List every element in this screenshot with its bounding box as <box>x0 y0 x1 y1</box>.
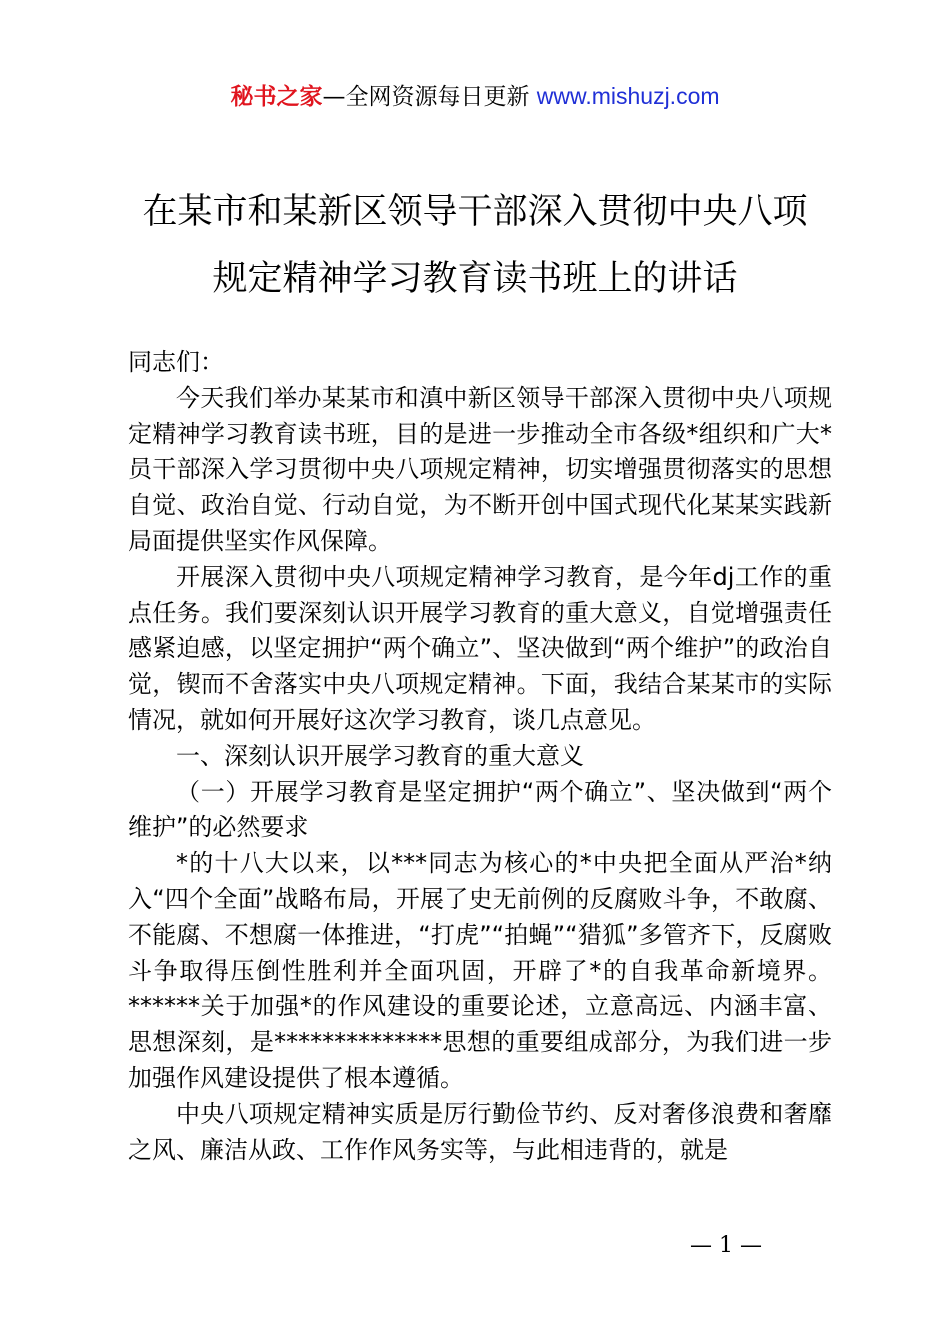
body-paragraph: 中央八项规定精神实质是厉行勤俭节约、反对奢侈浪费和奢靡之风、廉洁从政、工作作风务实等，与此相违背的，就是 <box>128 1099 832 1164</box>
body-paragraph: *的十八大以来，以***同志为核心的*中央把全面从严治*纳入“四个全面”战略布局，开展了史无前例的反腐败斗争，不敢腐、不能腐、不想腐一体推进，“打虎”“拍蝇”“猎狐”多管齐下，反腐败斗争取得压倒性胜利并全面巩固，开辟了*的自我革命新境界。******关于加强*的作风建设的重要论述，立意高远、内涵丰富、思想深刻，是**************思想的重要组成部分，为我们进一步加强作风建设提供了根本遵循。 <box>128 849 832 1092</box>
document-title-line-2: 规定精神学习教育读书班上的讲话 <box>212 259 738 299</box>
page-number: — 1 — <box>690 1233 762 1258</box>
body-paragraph: 今天我们举办某某市和滇中新区领导干部深入贯彻中央八项规定精神学习教育读书班，目的是进一步推动全市各级*组织和广大*员干部深入学习贯彻中央八项规定精神，切实增强贯彻落实的思想自觉、政治自觉、行动自觉，为不断开创中国式现代化某某实践新局面提供坚实作风保障。 <box>128 383 832 555</box>
document-body <box>128 345 832 1168</box>
site-brand: 秘书之家 <box>230 84 323 110</box>
document-title-line-1: 在某市和某新区领导干部深入贯彻中央八项 <box>142 192 808 232</box>
site-url[interactable]: www.mishuzj.com <box>536 83 720 109</box>
section-heading: 一、深刻认识开展学习教育的重大意义 <box>176 741 584 770</box>
body-paragraph: 开展深入贯彻中央八项规定精神学习教育，是今年dj工作的重点任务。我们要深刻认识开展学习教育的重大意义，自觉增强责任感紧迫感，以坚定拥护“两个确立”、坚决做到“两个维护”的政治自觉，锲而不舍落实中央八项规定精神。下面，我结合某某市的实际情况，就如何开展好这次学习教育，谈几点意见。 <box>128 562 832 734</box>
salutation: 同志们： <box>128 348 224 376</box>
subsection-heading: （一）开展学习教育是坚定拥护“两个确立”、坚决做到“两个维护”的必然要求 <box>128 777 832 842</box>
site-header <box>0 82 950 111</box>
site-tagline: —全网资源每日更新 <box>322 84 530 110</box>
